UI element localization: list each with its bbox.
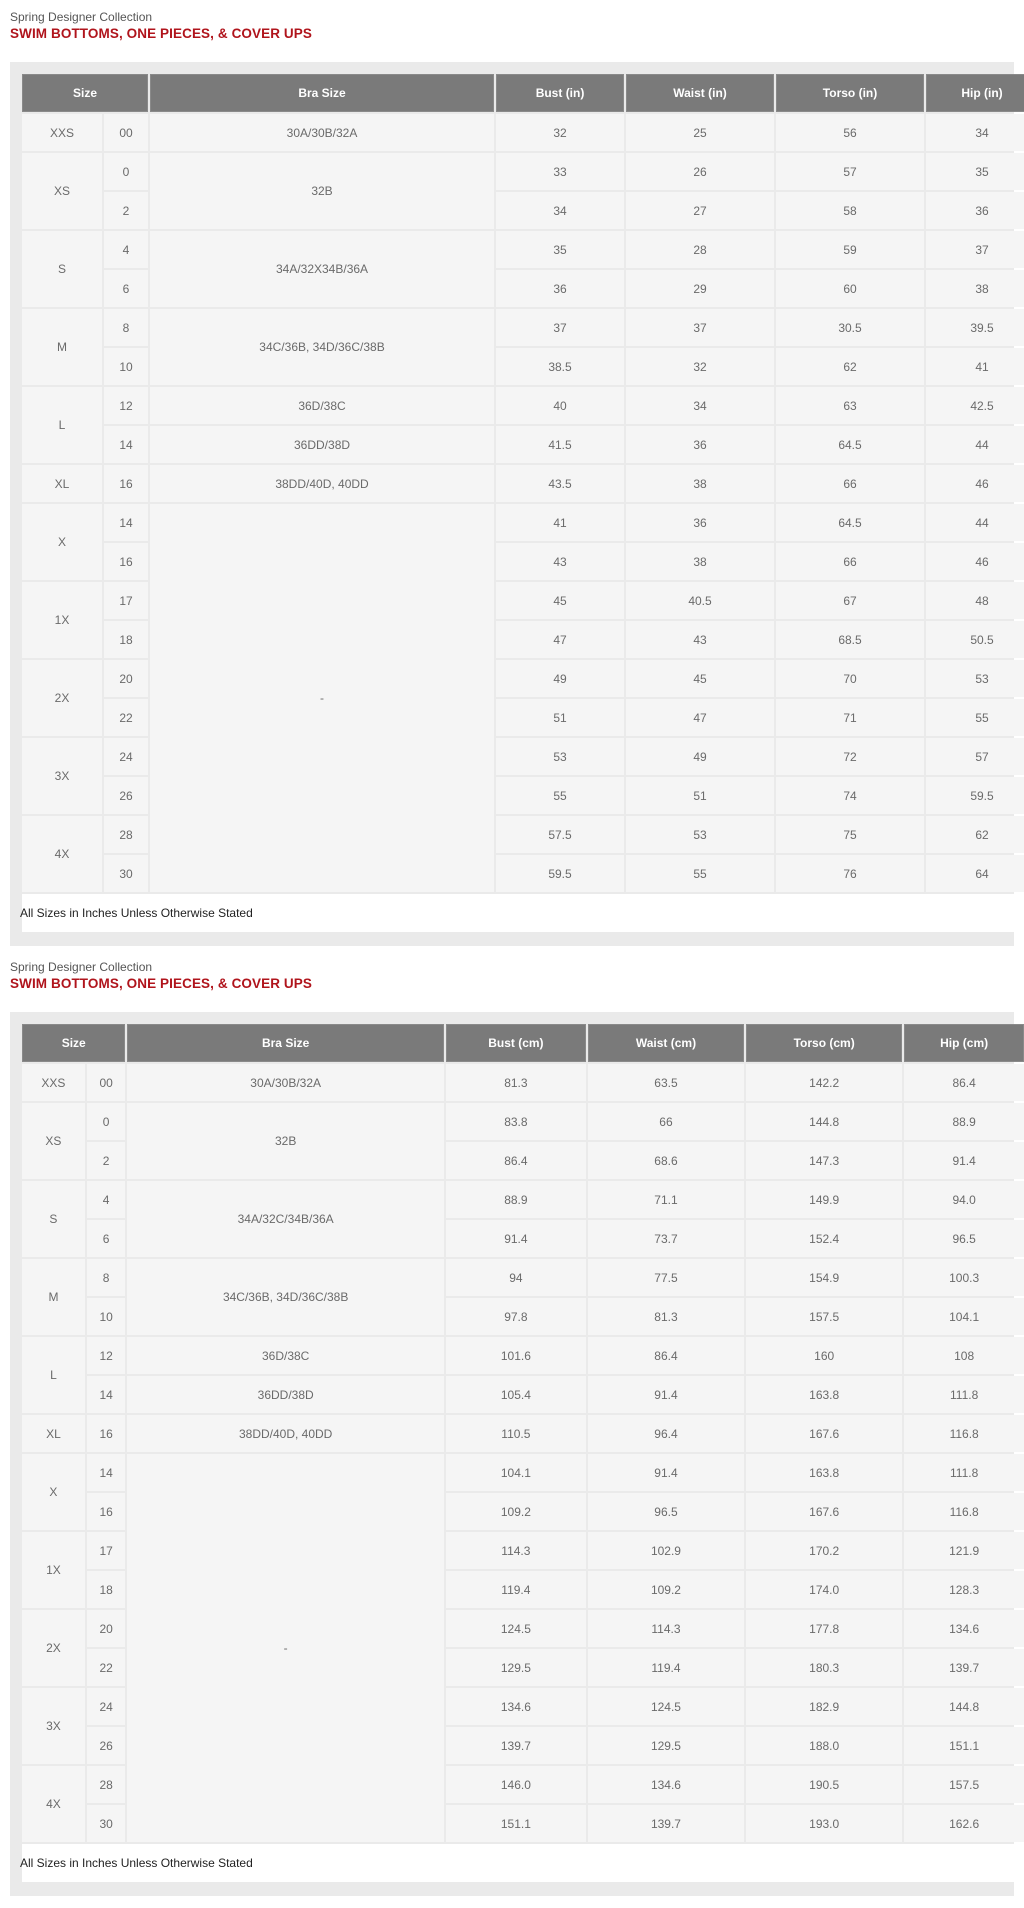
size-number-cell: 18 (104, 621, 148, 658)
measurement-cell: 63.5 (588, 1064, 744, 1101)
measurement-cell: 180.3 (746, 1649, 902, 1686)
measurement-cell: 109.2 (446, 1493, 586, 1530)
measurement-cell: 147.3 (746, 1142, 902, 1179)
measurement-cell: 68.5 (776, 621, 924, 658)
table-header-row (22, 1024, 1024, 1062)
bra-size-cell: 36DD/38D (127, 1376, 443, 1413)
measurement-cell: 149.9 (746, 1181, 902, 1218)
measurement-cell: 111.8 (904, 1454, 1024, 1491)
measurement-cell: 190.5 (746, 1766, 902, 1803)
size-label-cell: 2X (22, 1610, 85, 1686)
measurement-cell: 47 (496, 621, 624, 658)
measurement-cell: 86.4 (588, 1337, 744, 1374)
measurement-cell: 134.6 (588, 1766, 744, 1803)
measurement-cell: 124.5 (588, 1688, 744, 1725)
table-row (22, 309, 1024, 346)
measurement-cell: 53 (926, 660, 1024, 697)
footnote-text: All Sizes in Inches Unless Otherwise Stated (20, 906, 253, 920)
measurement-cell: 36 (626, 426, 774, 463)
measurement-cell: 81.3 (446, 1064, 586, 1101)
measurement-cell: 188.0 (746, 1727, 902, 1764)
measurement-cell: 44 (926, 426, 1024, 463)
measurement-cell: 116.8 (904, 1415, 1024, 1452)
measurement-cell: 53 (626, 816, 774, 853)
measurement-cell: 152.4 (746, 1220, 902, 1257)
measurement-cell: 94.0 (904, 1181, 1024, 1218)
measurement-cell: 43.5 (496, 465, 624, 502)
measurement-cell: 134.6 (904, 1610, 1024, 1647)
measurement-cell: 163.8 (746, 1376, 902, 1413)
measurement-cell: 71 (776, 699, 924, 736)
measurement-cell: 57 (776, 153, 924, 190)
measurement-cell: 94 (446, 1259, 586, 1296)
size-number-cell: 00 (104, 114, 148, 151)
measurement-cell: 57 (926, 738, 1024, 775)
size-number-cell: 24 (87, 1688, 126, 1725)
table-row (22, 1454, 1024, 1491)
bra-size-cell: 34A/32X34B/36A (150, 231, 494, 307)
column-header: Bust (cm) (446, 1024, 586, 1062)
measurement-cell: 163.8 (746, 1454, 902, 1491)
measurement-cell: 64.5 (776, 426, 924, 463)
size-label-cell: 2X (22, 660, 102, 736)
measurement-cell: 88.9 (446, 1181, 586, 1218)
measurement-cell: 100.3 (904, 1259, 1024, 1296)
measurement-cell: 26 (626, 153, 774, 190)
table-header-row (22, 74, 1024, 112)
size-number-cell: 20 (104, 660, 148, 697)
size-number-cell: 10 (87, 1298, 126, 1335)
size-label-cell: XS (22, 1103, 85, 1179)
table-footnote-row (22, 894, 1024, 932)
measurement-cell: 96.5 (904, 1220, 1024, 1257)
table-row (22, 1064, 1024, 1101)
measurement-cell: 73.7 (588, 1220, 744, 1257)
measurement-cell: 42.5 (926, 387, 1024, 424)
measurement-cell: 30.5 (776, 309, 924, 346)
measurement-cell: 68.6 (588, 1142, 744, 1179)
size-label-cell: XXS (22, 1064, 85, 1101)
size-number-cell: 26 (87, 1727, 126, 1764)
table-row (22, 114, 1024, 151)
column-header: Size (22, 74, 148, 112)
measurement-cell: 116.8 (904, 1493, 1024, 1530)
table-row (22, 1415, 1024, 1452)
size-number-cell: 16 (104, 543, 148, 580)
measurement-cell: 91.4 (588, 1376, 744, 1413)
measurement-cell: 38 (626, 543, 774, 580)
measurement-cell: 38 (626, 465, 774, 502)
measurement-cell: 37 (626, 309, 774, 346)
measurement-cell: 134.6 (446, 1688, 586, 1725)
measurement-cell: 33 (496, 153, 624, 190)
measurement-cell: 51 (496, 699, 624, 736)
measurement-cell: 53 (496, 738, 624, 775)
measurement-cell: 124.5 (446, 1610, 586, 1647)
measurement-cell: 88.9 (904, 1103, 1024, 1140)
table-row (22, 387, 1024, 424)
measurement-cell: 40 (496, 387, 624, 424)
table-row (22, 1376, 1024, 1413)
bra-size-cell: 36DD/38D (150, 426, 494, 463)
measurement-cell: 66 (776, 543, 924, 580)
measurement-cell: 144.8 (904, 1688, 1024, 1725)
measurement-cell: 49 (496, 660, 624, 697)
measurement-cell: 37 (496, 309, 624, 346)
measurement-cell: 45 (496, 582, 624, 619)
measurement-cell: 119.4 (446, 1571, 586, 1608)
size-number-cell: 4 (87, 1181, 126, 1218)
size-number-cell: 10 (104, 348, 148, 385)
measurement-cell: 29 (626, 270, 774, 307)
measurement-cell: 157.5 (904, 1766, 1024, 1803)
size-label-cell: XXS (22, 114, 102, 151)
measurement-cell: 64 (926, 855, 1024, 892)
size-number-cell: 17 (104, 582, 148, 619)
measurement-cell: 43 (496, 543, 624, 580)
measurement-cell: 70 (776, 660, 924, 697)
size-number-cell: 14 (87, 1376, 126, 1413)
measurement-cell: 170.2 (746, 1532, 902, 1569)
measurement-cell: 41.5 (496, 426, 624, 463)
measurement-cell: 104.1 (904, 1298, 1024, 1335)
measurement-cell: 51 (626, 777, 774, 814)
measurement-cell: 71.1 (588, 1181, 744, 1218)
measurement-cell: 25 (626, 114, 774, 151)
measurement-cell: 162.6 (904, 1805, 1024, 1842)
size-number-cell: 22 (87, 1649, 126, 1686)
measurement-cell: 105.4 (446, 1376, 586, 1413)
bra-size-cell: 30A/30B/32A (150, 114, 494, 151)
measurement-cell: 81.3 (588, 1298, 744, 1335)
measurement-cell: 34 (496, 192, 624, 229)
size-number-cell: 20 (87, 1610, 126, 1647)
bra-size-cell: 34A/32C/34B/36A (127, 1181, 443, 1257)
measurement-cell: 37 (926, 231, 1024, 268)
size-label-cell: 1X (22, 1532, 85, 1608)
table-row (22, 1181, 1024, 1218)
measurement-cell: 128.3 (904, 1571, 1024, 1608)
measurement-cell: 129.5 (446, 1649, 586, 1686)
table-row (22, 153, 1024, 190)
measurement-cell: 36 (926, 192, 1024, 229)
measurement-cell: 83.8 (446, 1103, 586, 1140)
measurement-cell: 67 (776, 582, 924, 619)
measurement-cell: 32 (626, 348, 774, 385)
measurement-cell: 46 (926, 465, 1024, 502)
column-header: Bra Size (150, 74, 494, 112)
column-header: Waist (in) (626, 74, 774, 112)
measurement-cell: 193.0 (746, 1805, 902, 1842)
measurement-cell: 114.3 (446, 1532, 586, 1569)
measurement-cell: 32 (496, 114, 624, 151)
bra-size-cell: 34C/36B, 34D/36C/38B (150, 309, 494, 385)
size-label-cell: L (22, 1337, 85, 1413)
size-number-cell: 14 (104, 426, 148, 463)
measurement-cell: 35 (926, 153, 1024, 190)
column-header: Torso (cm) (746, 1024, 902, 1062)
measurement-cell: 110.5 (446, 1415, 586, 1452)
column-header: Waist (cm) (588, 1024, 744, 1062)
measurement-cell: 35 (496, 231, 624, 268)
measurement-cell: 102.9 (588, 1532, 744, 1569)
measurement-cell: 43 (626, 621, 774, 658)
size-label-cell: 4X (22, 1766, 85, 1842)
column-header: Bust (in) (496, 74, 624, 112)
size-number-cell: 0 (104, 153, 148, 190)
measurement-cell: 40.5 (626, 582, 774, 619)
measurement-cell: 62 (776, 348, 924, 385)
measurement-cell: 96.5 (588, 1493, 744, 1530)
measurement-cell: 66 (776, 465, 924, 502)
size-number-cell: 6 (104, 270, 148, 307)
measurement-cell: 76 (776, 855, 924, 892)
bra-size-cell: 32B (127, 1103, 443, 1179)
column-header: Hip (cm) (904, 1024, 1024, 1062)
bra-size-cell: 36D/38C (127, 1337, 443, 1374)
size-label-cell: M (22, 309, 102, 385)
size-table-cm (20, 1022, 1024, 1884)
bra-size-cell: 32B (150, 153, 494, 229)
size-number-cell: 22 (104, 699, 148, 736)
measurement-cell: 182.9 (746, 1688, 902, 1725)
measurement-cell: 142.2 (746, 1064, 902, 1101)
measurement-cell: 157.5 (746, 1298, 902, 1335)
bra-size-cell: - (150, 504, 494, 892)
bra-size-cell: 38DD/40D, 40DD (150, 465, 494, 502)
measurement-cell: 56 (776, 114, 924, 151)
measurement-cell: 47 (626, 699, 774, 736)
measurement-cell: 101.6 (446, 1337, 586, 1374)
size-label-cell: X (22, 504, 102, 580)
measurement-cell: 146.0 (446, 1766, 586, 1803)
measurement-cell: 86.4 (446, 1142, 586, 1179)
measurement-cell: 74 (776, 777, 924, 814)
size-label-cell: XS (22, 153, 102, 229)
measurement-cell: 39.5 (926, 309, 1024, 346)
size-number-cell: 0 (87, 1103, 126, 1140)
size-number-cell: 12 (87, 1337, 126, 1374)
section-heading: SWIM BOTTOMS, ONE PIECES, & COVER UPS (10, 976, 312, 991)
table-row (22, 231, 1024, 268)
size-label-cell: M (22, 1259, 85, 1335)
table-row (22, 426, 1024, 463)
measurement-cell: 48 (926, 582, 1024, 619)
measurement-cell: 160 (746, 1337, 902, 1374)
column-header: Torso (in) (776, 74, 924, 112)
measurement-cell: 36 (496, 270, 624, 307)
measurement-cell: 64.5 (776, 504, 924, 541)
measurement-cell: 139.7 (446, 1727, 586, 1764)
measurement-cell: 66 (588, 1103, 744, 1140)
bra-size-cell: 38DD/40D, 40DD (127, 1415, 443, 1452)
size-label-cell: XL (22, 465, 102, 502)
size-number-cell: 30 (87, 1805, 126, 1842)
table-row (22, 1337, 1024, 1374)
measurement-cell: 72 (776, 738, 924, 775)
size-table-inches (20, 72, 1024, 934)
measurement-cell: 34 (926, 114, 1024, 151)
size-number-cell: 16 (87, 1493, 126, 1530)
measurement-cell: 44 (926, 504, 1024, 541)
measurement-cell: 91.4 (588, 1454, 744, 1491)
measurement-cell: 144.8 (746, 1103, 902, 1140)
measurement-cell: 111.8 (904, 1376, 1024, 1413)
collection-subtitle: Spring Designer Collection (10, 960, 153, 974)
measurement-cell: 63 (776, 387, 924, 424)
measurement-cell: 59.5 (926, 777, 1024, 814)
measurement-cell: 91.4 (904, 1142, 1024, 1179)
measurement-cell: 97.8 (446, 1298, 586, 1335)
size-number-cell: 12 (104, 387, 148, 424)
size-label-cell: L (22, 387, 102, 463)
size-number-cell: 28 (87, 1766, 126, 1803)
size-number-cell: 00 (87, 1064, 126, 1101)
collection-subtitle: Spring Designer Collection (10, 10, 153, 24)
measurement-cell: 62 (926, 816, 1024, 853)
measurement-cell: 104.1 (446, 1454, 586, 1491)
measurement-cell: 49 (626, 738, 774, 775)
measurement-cell: 167.6 (746, 1493, 902, 1530)
measurement-cell: 38 (926, 270, 1024, 307)
measurement-cell: 55 (926, 699, 1024, 736)
size-number-cell: 26 (104, 777, 148, 814)
size-number-cell: 8 (104, 309, 148, 346)
size-number-cell: 17 (87, 1532, 126, 1569)
section-heading: SWIM BOTTOMS, ONE PIECES, & COVER UPS (10, 26, 312, 41)
column-header: Bra Size (127, 1024, 443, 1062)
measurement-cell: 177.8 (746, 1610, 902, 1647)
size-number-cell: 4 (104, 231, 148, 268)
measurement-cell: 174.0 (746, 1571, 902, 1608)
column-header: Size (22, 1024, 125, 1062)
measurement-cell: 57.5 (496, 816, 624, 853)
measurement-cell: 41 (926, 348, 1024, 385)
measurement-cell: 167.6 (746, 1415, 902, 1452)
measurement-cell: 55 (496, 777, 624, 814)
size-number-cell: 28 (104, 816, 148, 853)
measurement-cell: 36 (626, 504, 774, 541)
measurement-cell: 28 (626, 231, 774, 268)
measurement-cell: 129.5 (588, 1727, 744, 1764)
size-label-cell: S (22, 231, 102, 307)
size-number-cell: 16 (87, 1415, 126, 1452)
table-footnote-row (22, 1844, 1024, 1882)
table-row (22, 1259, 1024, 1296)
table-row (22, 504, 1024, 541)
bra-size-cell: 36D/38C (150, 387, 494, 424)
size-label-cell: 4X (22, 816, 102, 892)
measurement-cell: 139.7 (588, 1805, 744, 1842)
bra-size-cell: 30A/30B/32A (127, 1064, 443, 1101)
size-label-cell: X (22, 1454, 85, 1530)
footnote-text: All Sizes in Inches Unless Otherwise Stated (20, 1856, 253, 1870)
measurement-cell: 45 (626, 660, 774, 697)
measurement-cell: 58 (776, 192, 924, 229)
table-row (22, 465, 1024, 502)
size-number-cell: 18 (87, 1571, 126, 1608)
size-label-cell: S (22, 1181, 85, 1257)
size-label-cell: 3X (22, 1688, 85, 1764)
size-number-cell: 6 (87, 1220, 126, 1257)
measurement-cell: 121.9 (904, 1532, 1024, 1569)
size-number-cell: 2 (87, 1142, 126, 1179)
measurement-cell: 41 (496, 504, 624, 541)
size-label-cell: 1X (22, 582, 102, 658)
measurement-cell: 38.5 (496, 348, 624, 385)
measurement-cell: 86.4 (904, 1064, 1024, 1101)
measurement-cell: 151.1 (904, 1727, 1024, 1764)
bra-size-cell: 34C/36B, 34D/36C/38B (127, 1259, 443, 1335)
measurement-cell: 154.9 (746, 1259, 902, 1296)
bra-size-cell: - (127, 1454, 443, 1842)
measurement-cell: 96.4 (588, 1415, 744, 1452)
size-number-cell: 14 (87, 1454, 126, 1491)
measurement-cell: 59 (776, 231, 924, 268)
measurement-cell: 151.1 (446, 1805, 586, 1842)
measurement-cell: 77.5 (588, 1259, 744, 1296)
measurement-cell: 55 (626, 855, 774, 892)
measurement-cell: 59.5 (496, 855, 624, 892)
size-number-cell: 8 (87, 1259, 126, 1296)
size-label-cell: 3X (22, 738, 102, 814)
measurement-cell: 109.2 (588, 1571, 744, 1608)
size-number-cell: 14 (104, 504, 148, 541)
measurement-cell: 46 (926, 543, 1024, 580)
measurement-cell: 108 (904, 1337, 1024, 1374)
size-number-cell: 2 (104, 192, 148, 229)
measurement-cell: 34 (626, 387, 774, 424)
table-row (22, 1103, 1024, 1140)
measurement-cell: 119.4 (588, 1649, 744, 1686)
measurement-cell: 60 (776, 270, 924, 307)
size-number-cell: 24 (104, 738, 148, 775)
measurement-cell: 139.7 (904, 1649, 1024, 1686)
size-label-cell: XL (22, 1415, 85, 1452)
size-number-cell: 30 (104, 855, 148, 892)
measurement-cell: 27 (626, 192, 774, 229)
size-number-cell: 16 (104, 465, 148, 502)
measurement-cell: 75 (776, 816, 924, 853)
measurement-cell: 91.4 (446, 1220, 586, 1257)
measurement-cell: 50.5 (926, 621, 1024, 658)
column-header: Hip (in) (926, 74, 1024, 112)
measurement-cell: 114.3 (588, 1610, 744, 1647)
